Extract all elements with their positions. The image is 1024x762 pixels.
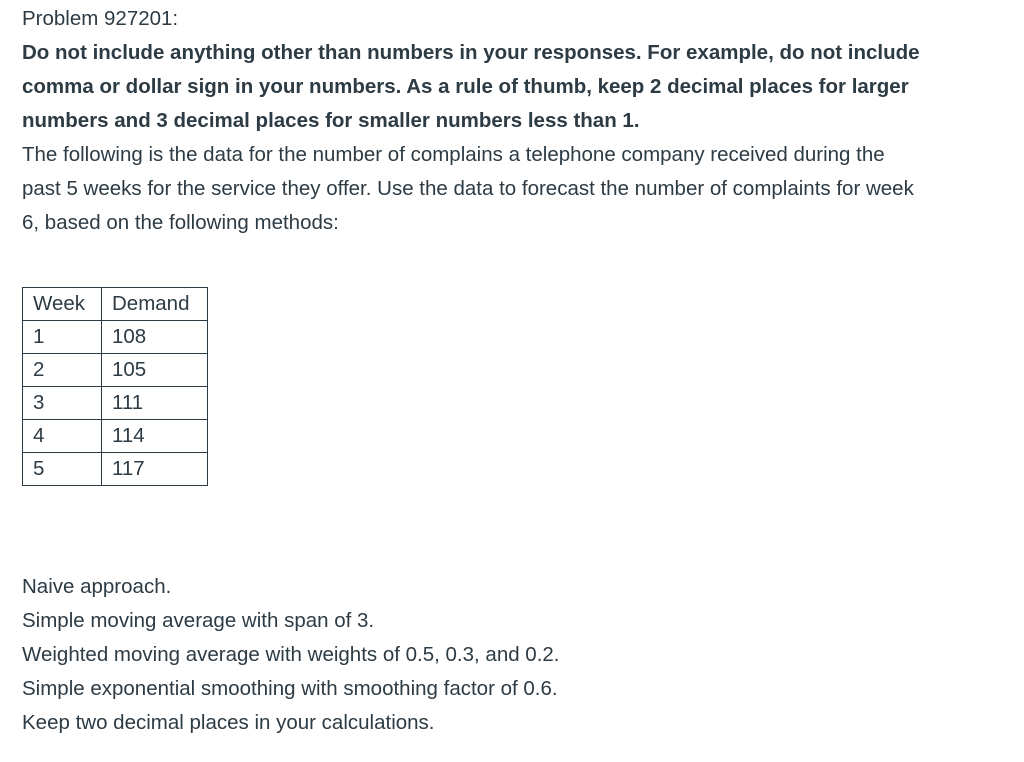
method-item: Keep two decimal places in your calculations. bbox=[22, 711, 435, 734]
demand-cell: 111 bbox=[102, 387, 208, 420]
instruction-line: numbers and 3 decimal places for smaller numbers less than 1. bbox=[22, 109, 640, 132]
problem-content bbox=[22, 4, 1012, 240]
demand-cell: 114 bbox=[102, 420, 208, 453]
demand-cell: 105 bbox=[102, 354, 208, 387]
demand-cell: 108 bbox=[102, 321, 208, 354]
demand-header: Demand bbox=[102, 288, 208, 321]
instruction-line: comma or dollar sign in your numbers. As a rule of thumb, keep 2 decimal places for larger bbox=[22, 75, 909, 98]
description-line: The following is the data for the number of complains a telephone company received during the bbox=[22, 143, 885, 166]
week-cell: 1 bbox=[23, 321, 102, 354]
demand-table bbox=[22, 287, 208, 486]
week-cell: 5 bbox=[23, 453, 102, 486]
problem-title: Problem 927201: bbox=[22, 7, 179, 30]
demand-cell: 117 bbox=[102, 453, 208, 486]
method-item: Simple exponential smoothing with smoothing factor of 0.6. bbox=[22, 677, 558, 700]
table-row bbox=[23, 387, 208, 420]
description-line: 6, based on the following methods: bbox=[22, 211, 339, 234]
instructions-block bbox=[22, 36, 1012, 138]
table-row bbox=[23, 321, 208, 354]
table-row bbox=[23, 453, 208, 486]
method-item: Naive approach. bbox=[22, 575, 172, 598]
table-row bbox=[23, 354, 208, 387]
instruction-line: Do not include anything other than numbers in your responses. For example, do not include bbox=[22, 41, 920, 64]
table-row bbox=[23, 420, 208, 453]
table-header-row bbox=[23, 288, 208, 321]
method-item: Weighted moving average with weights of 0.5, 0.3, and 0.2. bbox=[22, 643, 560, 666]
method-item: Simple moving average with span of 3. bbox=[22, 609, 375, 632]
week-cell: 2 bbox=[23, 354, 102, 387]
week-header: Week bbox=[23, 288, 102, 321]
methods-list bbox=[22, 570, 560, 740]
week-cell: 3 bbox=[23, 387, 102, 420]
description-line: past 5 weeks for the service they offer. Use the data to forecast the number of complaints for week bbox=[22, 177, 914, 200]
week-cell: 4 bbox=[23, 420, 102, 453]
description-block bbox=[22, 138, 1012, 240]
